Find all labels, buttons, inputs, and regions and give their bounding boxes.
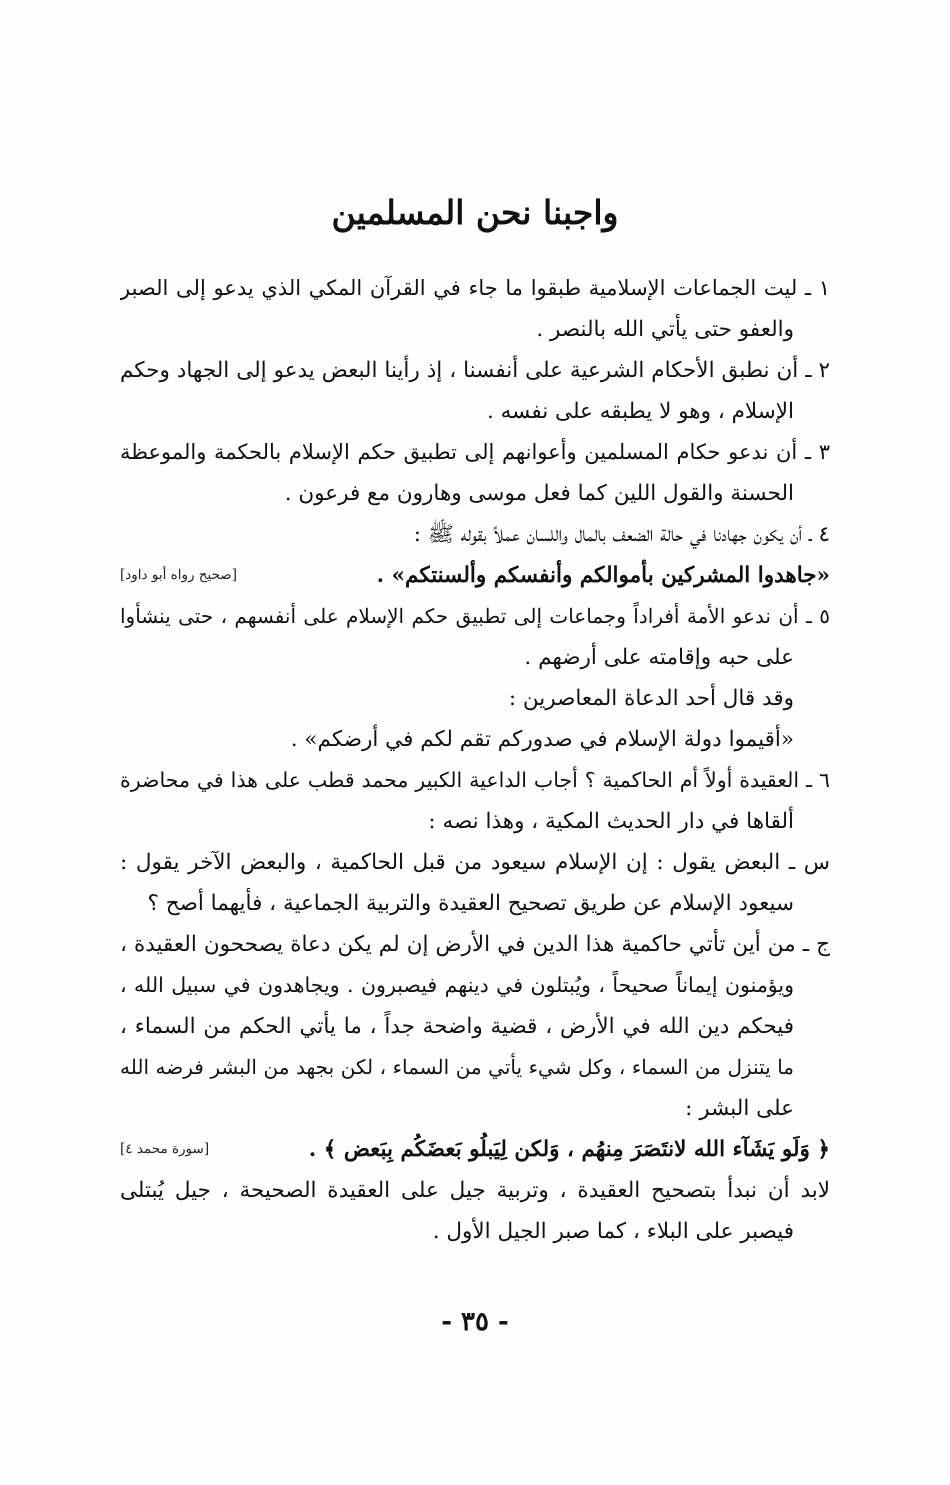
text-line: ما يتنزل من السماء ، وكل شيء يأتي من السماء ، لكن بجهد من البشر فرضه الله [120, 1055, 794, 1079]
quran-citation: [سورة محمد ٤] [120, 1141, 210, 1157]
text-line: ١ ـ ليت الجماعات الإسلامية طبقوا ما جاء في القرآن المكي الذي يدعو إلى الصبر [120, 276, 830, 300]
text-line: الإسلام ، وهو لا يطبقه على نفسه . [486, 399, 794, 424]
quran-verse: ﴿ وَلَو يَشَآء الله لانتَصَرَ مِنهُم ، وَلكن لِيَبلُو بَعضَكُم بِبَعض ﴾ . [308, 1137, 830, 1162]
hadith-quote: «جاهدوا المشركين بأموالكم وأنفسكم وألسنتكم» . [376, 563, 830, 588]
text-line: ويؤمنون إيماناً صحيحاً ، ويُبتلون في دينهم فيصبرون . ويجاهدون في سبيل الله ، [120, 973, 794, 997]
quote-line: «أقيموا دولة الإسلام في صدوركم تقم لكم في أرضكم» . [290, 727, 794, 752]
text-line: لابد أن نبدأ بتصحيح العقيدة ، وتربية جيل على العقيدة الصحيحة ، جيل يُبتلى [120, 1178, 830, 1203]
text-line: فيحكم دين الله في الأرض ، قضية واضحة جداً ، ما يأتي الحكم من السماء ، [120, 1014, 794, 1039]
question-line: س ـ البعض يقول : إن الإسلام سيعود من قبل الحاكمية ، والبعض الآخر يقول : [120, 850, 830, 875]
quran-line [120, 1129, 830, 1170]
page-number: - ٣٥ - [441, 1307, 509, 1337]
body-text [120, 268, 830, 1252]
text-line: ٤ ـ أن يكون جهادنا في حالة الضعف بالمال واللسان عملاً بقوله ﷺ : [413, 522, 830, 547]
text-line: على حبه وإقامته على أرضهم . [524, 645, 794, 670]
text-line: ٥ ـ أن ندعو الأمة أفراداً وجماعات إلى تطبيق حكم الإسلام على أنفسهم ، حتى ينشأوا [120, 604, 830, 628]
text-line: ٢ ـ أن نطبق الأحكام الشرعية على أنفسنا ، إذ رأينا البعض يدعو إلى الجهاد وحكم [120, 358, 830, 383]
text-line: على البشر : [685, 1096, 794, 1121]
page-title: واجبنا نحن المسلمين [331, 193, 619, 232]
text-line: ٣ ـ أن ندعو حكام المسلمين وأعوانهم إلى تطبيق حكم الإسلام بالحكمة والموعظة [120, 440, 830, 464]
text-line: والعفو حتى يأتي الله بالنصر . [536, 317, 794, 342]
hadith-line [120, 555, 830, 596]
text-line: الحسنة والقول اللين كما فعل موسى وهارون مع فرعون . [284, 481, 794, 506]
text-line: فيصبر على البلاء ، كما صبر الجيل الأول . [432, 1219, 794, 1244]
text-line: ٦ ـ العقيدة أولاً أم الحاكمية ؟ أجاب الداعية الكبير محمد قطب على هذا في محاضرة [120, 768, 830, 792]
text-line: وقد قال أحد الدعاة المعاصرين : [508, 686, 794, 711]
text-line: سيعود الإسلام عن طريق تصحيح العقيدة والتربية الجماعية ، فأيهما أصح ؟ [147, 891, 794, 916]
hadith-citation: [صحيح رواه أبو داود] [120, 567, 238, 583]
answer-line: ج ـ من أين تأتي حاكمية هذا الدين في الأرض إن لم يكن دعاة يصححون العقيدة ، [120, 932, 830, 957]
text-line: ألقاها في دار الحديث المكية ، وهذا نصه : [428, 809, 794, 834]
